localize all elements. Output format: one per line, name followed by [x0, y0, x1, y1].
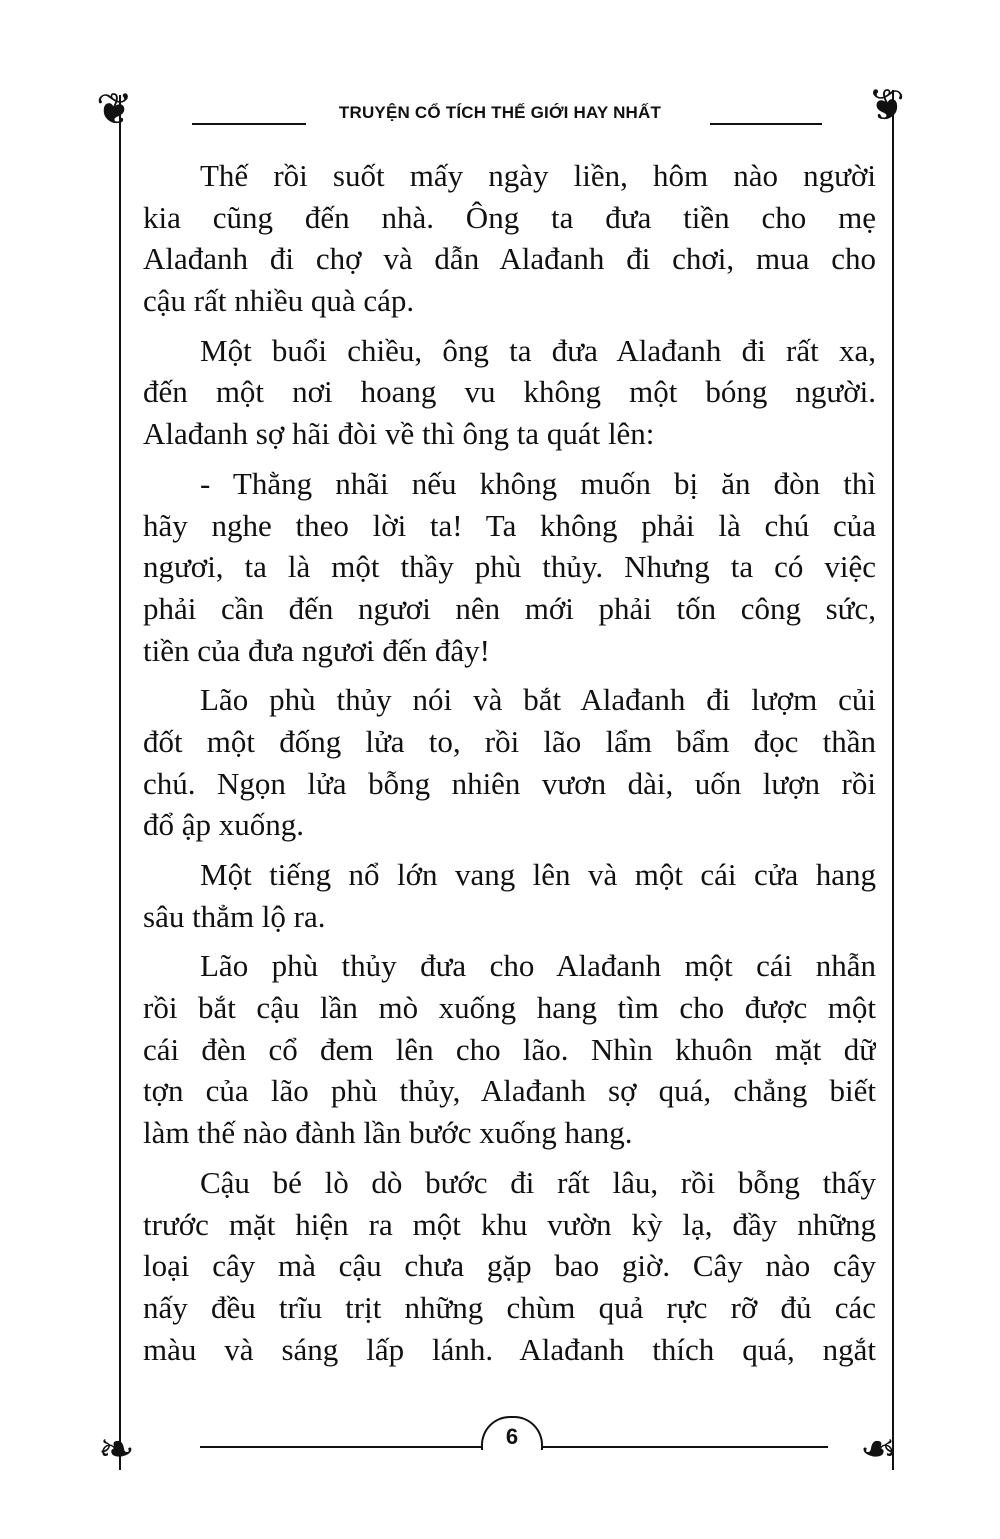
- ornament-top-right-icon: ❦: [868, 80, 905, 131]
- text-line: Một tiếng nổ lớn vang lên và một cái cửa hang: [200, 857, 876, 892]
- running-header: TRUYỆN CỔ TÍCH THẾ GIỚI HAY NHẤT: [338, 103, 662, 122]
- text-line: đổ ập xuống.: [143, 807, 305, 843]
- ornament-bottom-left-icon: ❧: [98, 1424, 135, 1475]
- page-number: 6: [481, 1416, 543, 1450]
- text-line: đến một nơi hoang vu không một bóng người.: [143, 374, 876, 410]
- text-line: rồi bắt cậu lần mò xuống hang tìm cho được một: [143, 990, 876, 1026]
- text-line: Lão phù thủy nói và bắt Alađanh đi lượm củi: [200, 682, 876, 718]
- text-line: - Thằng nhãi nếu không muốn bị ăn đòn thì: [200, 465, 876, 501]
- text-line: loại cây mà cậu chưa gặp bao giờ. Cây nào cây: [143, 1248, 876, 1284]
- text-line: chú. Ngọn lửa bỗng nhiên vươn dài, uốn lượn rồi: [143, 765, 876, 801]
- text-line: Cậu bé lò dò bước đi rất lâu, rồi bỗng thấy: [200, 1164, 876, 1200]
- left-border: [119, 95, 121, 1470]
- header-rule-left: [192, 123, 306, 125]
- text-line: Alađanh sợ hãi đòi về thì ông ta quát lên:: [143, 416, 655, 452]
- text-line: hãy nghe theo lời ta! Ta không phải là chú của: [143, 507, 876, 543]
- text-line: tiền của đưa ngươi đến đây!: [143, 632, 490, 668]
- text-line: Một buổi chiều, ông ta đưa Alađanh đi rất xa,: [200, 332, 876, 368]
- text-line: cậu rất nhiều quà cáp.: [143, 283, 415, 319]
- text-line: Alađanh đi chợ và dẫn Alađanh đi chơi, mua cho: [143, 241, 876, 277]
- text-line: đốt một đống lửa to, rồi lão lẩm bẩm đọc thần: [143, 723, 876, 759]
- text-line: cái đèn cổ đem lên cho lão. Nhìn khuôn mặt dữ: [143, 1031, 876, 1067]
- text-line: nấy đều trĩu trịt những chùm quả rực rỡ đủ các: [143, 1289, 876, 1325]
- header-rule-right: [710, 123, 822, 125]
- text-line: trước mặt hiện ra một khu vườn kỳ lạ, đầy những: [143, 1206, 876, 1242]
- text-line: phải cần đến ngươi nên mới phải tốn công sức,: [143, 590, 876, 626]
- text-line: màu và sáng lấp lánh. Alađanh thích quá, ngắt: [143, 1331, 876, 1367]
- text-line: kia cũng đến nhà. Ông ta đưa tiền cho mẹ: [143, 199, 876, 235]
- text-line: Lão phù thủy đưa cho Alađanh một cái nhẫn: [200, 948, 876, 984]
- ornament-bottom-right-icon: ❧: [860, 1424, 897, 1475]
- right-border: [892, 90, 894, 1470]
- text-line: sâu thẳm lộ ra.: [143, 898, 326, 934]
- text-line: tợn của lão phù thủy, Alađanh sợ quá, chẳng biết: [143, 1073, 876, 1109]
- text-line: làm thế nào đành lần bước xuống hang.: [143, 1115, 633, 1151]
- text-line: Thế rồi suốt mấy ngày liền, hôm nào người: [200, 158, 876, 193]
- body-text: [143, 155, 876, 1370]
- text-line: ngươi, ta là một thầy phù thủy. Nhưng ta có việc: [143, 549, 876, 585]
- ornament-top-left-icon: ❦: [96, 84, 133, 135]
